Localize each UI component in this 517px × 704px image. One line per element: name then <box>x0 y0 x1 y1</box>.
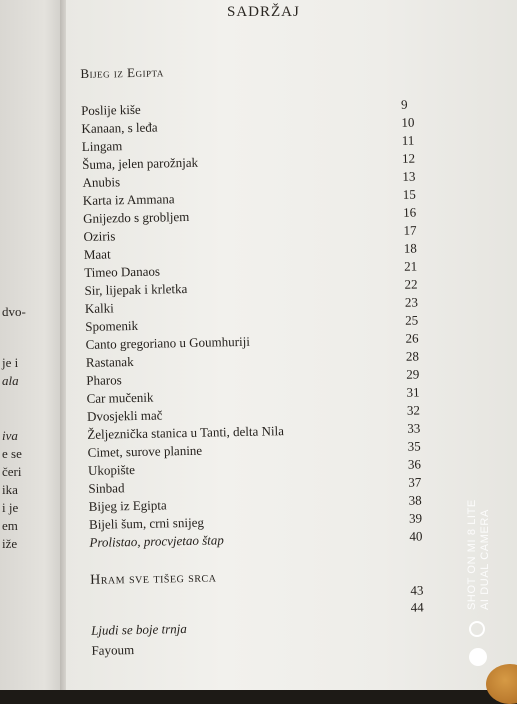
left-page <box>0 0 64 690</box>
toc-entry-title: Bijeli šum, crni snijeg <box>88 514 205 532</box>
toc-entry-title: Spomenik <box>85 317 139 334</box>
left-text-fragment: čeri <box>2 464 22 479</box>
toc-entry-title: Dvosjekli mač <box>86 407 163 424</box>
toc-entry-page: 18 <box>403 240 417 256</box>
toc-entry-title: Canto gregoriano u Goumhuriji <box>85 333 251 352</box>
camera-watermark <box>466 499 492 610</box>
toc-entry-page: 36 <box>407 456 422 472</box>
watermark-dot-icon <box>469 648 487 666</box>
toc-entry-title: Prolistao, procvjetao štap <box>89 532 224 550</box>
left-text-fragment: em <box>2 518 18 533</box>
toc-entry-page: 10 <box>401 114 415 130</box>
toc-entry-title: Timeo Danaos <box>84 263 161 280</box>
toc-entry-title: Oziris <box>83 228 116 244</box>
toc-entry-page: 25 <box>405 312 419 328</box>
toc-entry-page: 33 <box>407 420 421 436</box>
watermark-ring-icon <box>469 621 485 637</box>
toc-entry-title: Željeznička stanica u Tanti, delta Nila <box>87 423 285 442</box>
toc-entry-title: Karta iz Ammana <box>82 191 175 208</box>
left-text-fragment: iže <box>2 536 18 551</box>
toc-entry-page: 12 <box>401 150 416 166</box>
toc-entry-title: Sir, lijepak i krletka <box>84 280 188 298</box>
left-text-fragment: ika <box>2 482 18 497</box>
toc-entry-title: Pharos <box>86 372 122 388</box>
toc-entry-title: Ukopište <box>87 462 136 478</box>
watermark-line: AI DUAL CAMERA <box>479 509 491 610</box>
table-of-contents <box>79 0 432 690</box>
toc-entry <box>91 636 426 660</box>
toc-entry-page: 21 <box>404 258 418 274</box>
toc-entry-title: Ljudi se boje trnja <box>90 621 187 638</box>
left-text-fragment: e se <box>2 446 22 461</box>
toc-entry-title: Kanaan, s leđa <box>81 119 158 136</box>
toc-entry-page: 40 <box>409 528 423 544</box>
toc-entry-page: 15 <box>402 186 416 202</box>
section-heading: Bijeg iz Egipta <box>80 64 164 81</box>
toc-entry-title: Rastanak <box>85 354 134 370</box>
toc-entry-page: 9 <box>400 96 408 112</box>
toc-page-number: 43 <box>410 582 424 598</box>
left-text-fragment: dvo- <box>2 304 26 319</box>
toc-entry-page: 22 <box>404 276 418 292</box>
toc-entry-title: Gnijezdo s grobljem <box>83 208 190 226</box>
toc-entry-title: Sinbad <box>88 480 125 496</box>
left-text-fragment: iva <box>2 428 18 443</box>
toc-entry-title: Poslije kiše <box>80 101 141 118</box>
toc-entry-page: 38 <box>408 492 422 508</box>
toc-entry-title: Šuma, jelen parožnjak <box>82 154 199 172</box>
toc-entry-page: 16 <box>402 204 417 220</box>
toc-entry-page: 39 <box>408 510 423 526</box>
toc-entry-title: Fayoum <box>91 642 135 658</box>
toc-entry-page: 13 <box>402 168 416 184</box>
page-title: SADRŽAJ <box>227 4 300 20</box>
section-heading: Hram sve tišeg srca <box>90 570 217 588</box>
toc-entry-title: Kalki <box>84 300 114 316</box>
left-text-fragment: je i <box>2 355 19 370</box>
toc-entry-page: 29 <box>406 366 420 382</box>
toc-entry-page: 28 <box>405 348 420 364</box>
toc-entry-page: 31 <box>406 384 420 400</box>
toc-entry-title: Car mučenik <box>86 389 154 406</box>
toc-page-number: 44 <box>410 599 424 615</box>
left-text-fragment: i je <box>2 500 19 515</box>
toc-entry-page: 17 <box>403 222 417 238</box>
toc-entry-page: 26 <box>405 330 419 346</box>
toc-entry-title: Cimet, surove planine <box>87 442 203 460</box>
toc-entry-page: 32 <box>406 402 421 418</box>
toc-entry-title: Maat <box>83 246 111 262</box>
toc-entry-page: 11 <box>401 132 415 148</box>
toc-entry-title: Anubis <box>82 174 121 190</box>
toc-entry-page: 23 <box>404 294 419 310</box>
watermark-line: SHOT ON MI 8 LITE <box>466 499 478 610</box>
toc-entry-title: Bijeg iz Egipta <box>88 497 167 514</box>
toc-entry-title: Lingam <box>81 138 123 154</box>
toc-entry-page: 35 <box>407 438 421 454</box>
toc-entry-page: 37 <box>408 474 422 490</box>
left-text-fragment: ala <box>2 373 19 388</box>
